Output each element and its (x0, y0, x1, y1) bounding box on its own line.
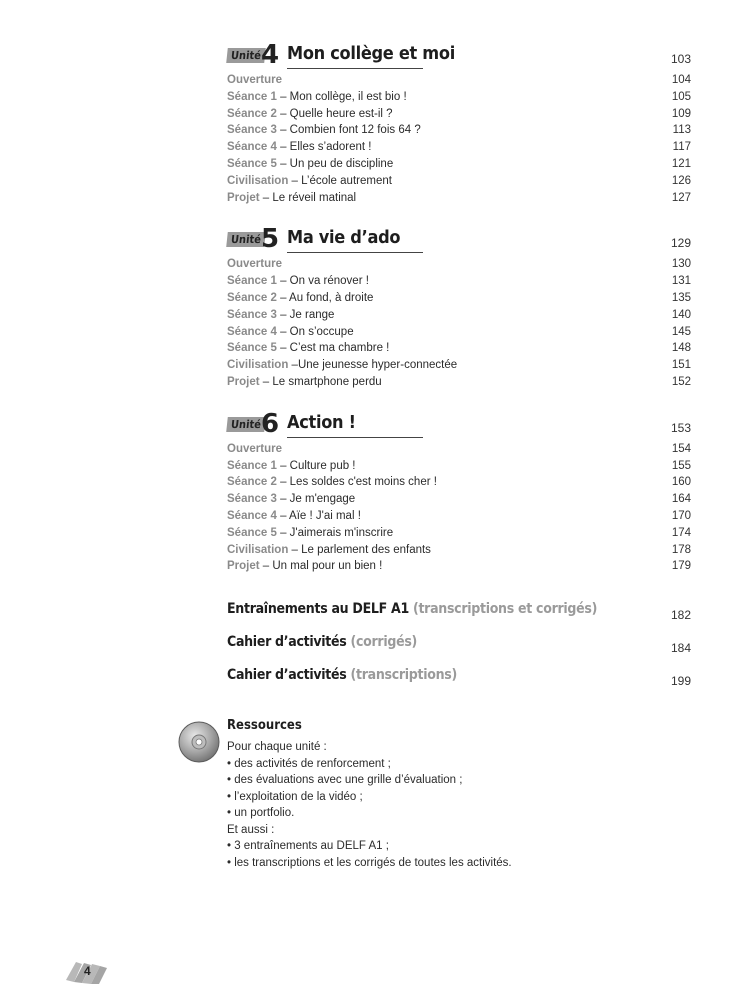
resources-text (227, 718, 567, 871)
resources-line: • les transcriptions et les corrigés de toutes les activités. (227, 856, 512, 869)
toc-entry (227, 89, 691, 106)
entry-page: 104 (671, 74, 691, 86)
entry-label: Séance 3 (227, 124, 277, 137)
toc-entry (227, 374, 691, 391)
entry-label: Séance 2 (227, 107, 277, 120)
entry-page: 164 (671, 493, 691, 506)
entry-page: 179 (671, 560, 691, 573)
entry-text: –Une jeunesse hyper-connectée (288, 359, 458, 372)
entry-text: – Quelle heure est-il ? (276, 107, 393, 120)
entry-text: – Le parlement des enfants (288, 543, 431, 556)
unit-page-number: 153 (670, 420, 691, 435)
entry-label: Séance 1 (227, 275, 277, 288)
entry-page: 127 (671, 191, 691, 204)
entry-label: Ouverture (227, 74, 282, 86)
entry-page: 151 (671, 359, 691, 372)
toc-entry (227, 340, 691, 357)
entry-text: – Je range (276, 308, 335, 321)
toc-entry (227, 190, 691, 207)
entry-page: 121 (671, 157, 691, 170)
entry-text: – Un peu de discipline (276, 157, 394, 170)
entry-text: – Culture pub ! (276, 459, 356, 472)
entry-text: – L’école autrement (288, 174, 392, 187)
annex-subtitle: (corrigés) (346, 634, 417, 650)
cd-rom-icon (178, 721, 220, 763)
entry-label: Séance 1 (227, 90, 277, 103)
toc-entry (227, 542, 691, 559)
annex-title: Cahier d’activités (227, 667, 347, 683)
resources-line: Pour chaque unité : (227, 741, 327, 753)
resources-title: Ressources (227, 718, 302, 733)
entry-text: – Aïe ! J'ai mal ! (276, 509, 361, 522)
toc-entry (227, 558, 691, 575)
toc-entry (227, 525, 691, 542)
entry-label: Séance 3 (227, 493, 277, 506)
entry-label: Séance 5 (227, 342, 277, 355)
entry-page: 109 (671, 107, 691, 120)
toc-entry (227, 122, 691, 139)
entry-label: Séance 5 (227, 526, 277, 539)
unit-title: Ma vie d’ado (287, 227, 401, 249)
unit-6-section (227, 409, 691, 575)
entry-text: – On va rénover ! (276, 275, 369, 288)
page-number: 4 (84, 964, 91, 978)
unit-number: 6 (261, 408, 280, 439)
entry-label: Séance 4 (227, 509, 277, 522)
resources-line: • des évaluations avec une grille d’évaluation ; (227, 774, 463, 786)
unit-title-underline (287, 252, 423, 253)
entry-page: 126 (671, 174, 691, 187)
entry-page: 155 (671, 459, 691, 472)
entry-page: 135 (671, 291, 691, 304)
entry-text: – Au fond, à droite (276, 291, 374, 304)
entry-page: 170 (671, 509, 691, 522)
entry-page: 145 (671, 325, 691, 338)
entry-label: Projet (227, 375, 260, 388)
unit-page-number: 103 (670, 52, 691, 66)
entry-label: Civilisation (227, 359, 289, 372)
unit-header (227, 40, 691, 72)
unit-title: Action ! (287, 411, 356, 433)
unit-4-section (227, 40, 691, 206)
toc-entry (227, 156, 691, 173)
resources-line: • un portfolio. (227, 807, 295, 819)
toc-entry (227, 458, 691, 475)
entry-page: 152 (671, 375, 691, 388)
annex-entry-delf (227, 600, 691, 633)
unit-number: 5 (261, 224, 280, 255)
toc-entry (227, 441, 691, 458)
toc-entry (227, 173, 691, 190)
unit-page-number: 129 (670, 236, 691, 251)
toc-entry (227, 72, 691, 89)
entry-page: 117 (672, 141, 691, 154)
toc-entry (227, 139, 691, 156)
toc-entry (227, 474, 691, 491)
unit-number: 4 (261, 40, 280, 70)
entry-label: Ouverture (227, 258, 282, 271)
unit-word: Unité (226, 48, 265, 63)
entry-page: 140 (671, 308, 691, 321)
toc-entry (227, 307, 691, 324)
unit-5-section (227, 224, 691, 390)
resources-line: • l’exploitation de la vidéo ; (227, 790, 363, 803)
entry-text: – On s’occupe (276, 325, 354, 338)
entry-label: Séance 2 (227, 291, 277, 304)
entry-text: – Un mal pour un bien ! (259, 560, 383, 573)
entry-label: Ouverture (227, 442, 282, 455)
toc-entry (227, 324, 691, 341)
entry-text: – C’est ma chambre ! (276, 342, 390, 355)
entry-text: – J'aimerais m'inscrire (276, 526, 394, 539)
entry-label: Séance 4 (227, 325, 277, 338)
annex-page: 182 (670, 608, 691, 622)
unit-word: Unité (226, 417, 265, 432)
toc-entry (227, 256, 691, 273)
unit-title: Mon collège et moi (287, 43, 455, 64)
entry-page: 105 (671, 90, 691, 103)
unit-header (227, 224, 691, 256)
entry-label: Séance 4 (227, 141, 277, 154)
entry-label: Civilisation (227, 543, 289, 556)
resources-line: Et aussi : (227, 823, 275, 836)
unit-header (227, 409, 691, 441)
toc-entry (227, 508, 691, 525)
unit-word: Unité (226, 232, 265, 247)
entry-label: Séance 1 (227, 459, 277, 472)
annex-entry-corriges (227, 633, 691, 666)
entry-label: Civilisation (227, 174, 289, 187)
annex-title: Entraînements au DELF A1 (227, 601, 409, 617)
table-of-contents (227, 40, 691, 593)
resources-line: • 3 entraînements au DELF A1 ; (227, 840, 389, 852)
unit-title-underline (287, 68, 423, 69)
entry-text: – Les soldes c'est moins cher ! (276, 476, 437, 489)
entry-text: – Je m'engage (276, 493, 356, 506)
entry-label: Séance 5 (227, 157, 277, 170)
annex-title: Cahier d’activités (227, 634, 347, 650)
annex-subtitle: (transcriptions et corrigés) (408, 601, 598, 617)
annex-entry-transcriptions (227, 666, 691, 699)
toc-entry (227, 357, 691, 374)
entry-page: 174 (671, 526, 691, 539)
unit-title-underline (287, 437, 423, 438)
resources-line: • des activités de renforcement ; (227, 757, 391, 770)
entry-text: – Combien font 12 fois 64 ? (276, 124, 421, 137)
entry-label: Séance 3 (227, 308, 277, 321)
entry-page: 160 (671, 476, 691, 489)
entry-page: 148 (671, 342, 691, 355)
entry-page: 178 (671, 543, 691, 556)
annex-subtitle: (transcriptions) (346, 667, 457, 683)
toc-entry (227, 106, 691, 123)
entry-page: 154 (671, 442, 691, 455)
toc-entry (227, 290, 691, 307)
entry-page: 131 (671, 275, 691, 288)
entry-text: – Le réveil matinal (259, 191, 357, 204)
entry-label: Projet (227, 560, 260, 573)
entry-text: – Le smartphone perdu (259, 375, 382, 388)
entry-text: – Mon collège, il est bio ! (276, 90, 407, 103)
annex-list (227, 600, 691, 699)
annex-page: 184 (670, 641, 691, 655)
annex-page: 199 (670, 674, 691, 688)
entry-page: 130 (671, 258, 691, 271)
entry-page: 113 (672, 124, 691, 137)
entry-text: – Elles s’adorent ! (276, 141, 372, 154)
entry-label: Projet (227, 191, 260, 204)
toc-entry (227, 273, 691, 290)
entry-label: Séance 2 (227, 476, 277, 489)
toc-entry (227, 491, 691, 508)
